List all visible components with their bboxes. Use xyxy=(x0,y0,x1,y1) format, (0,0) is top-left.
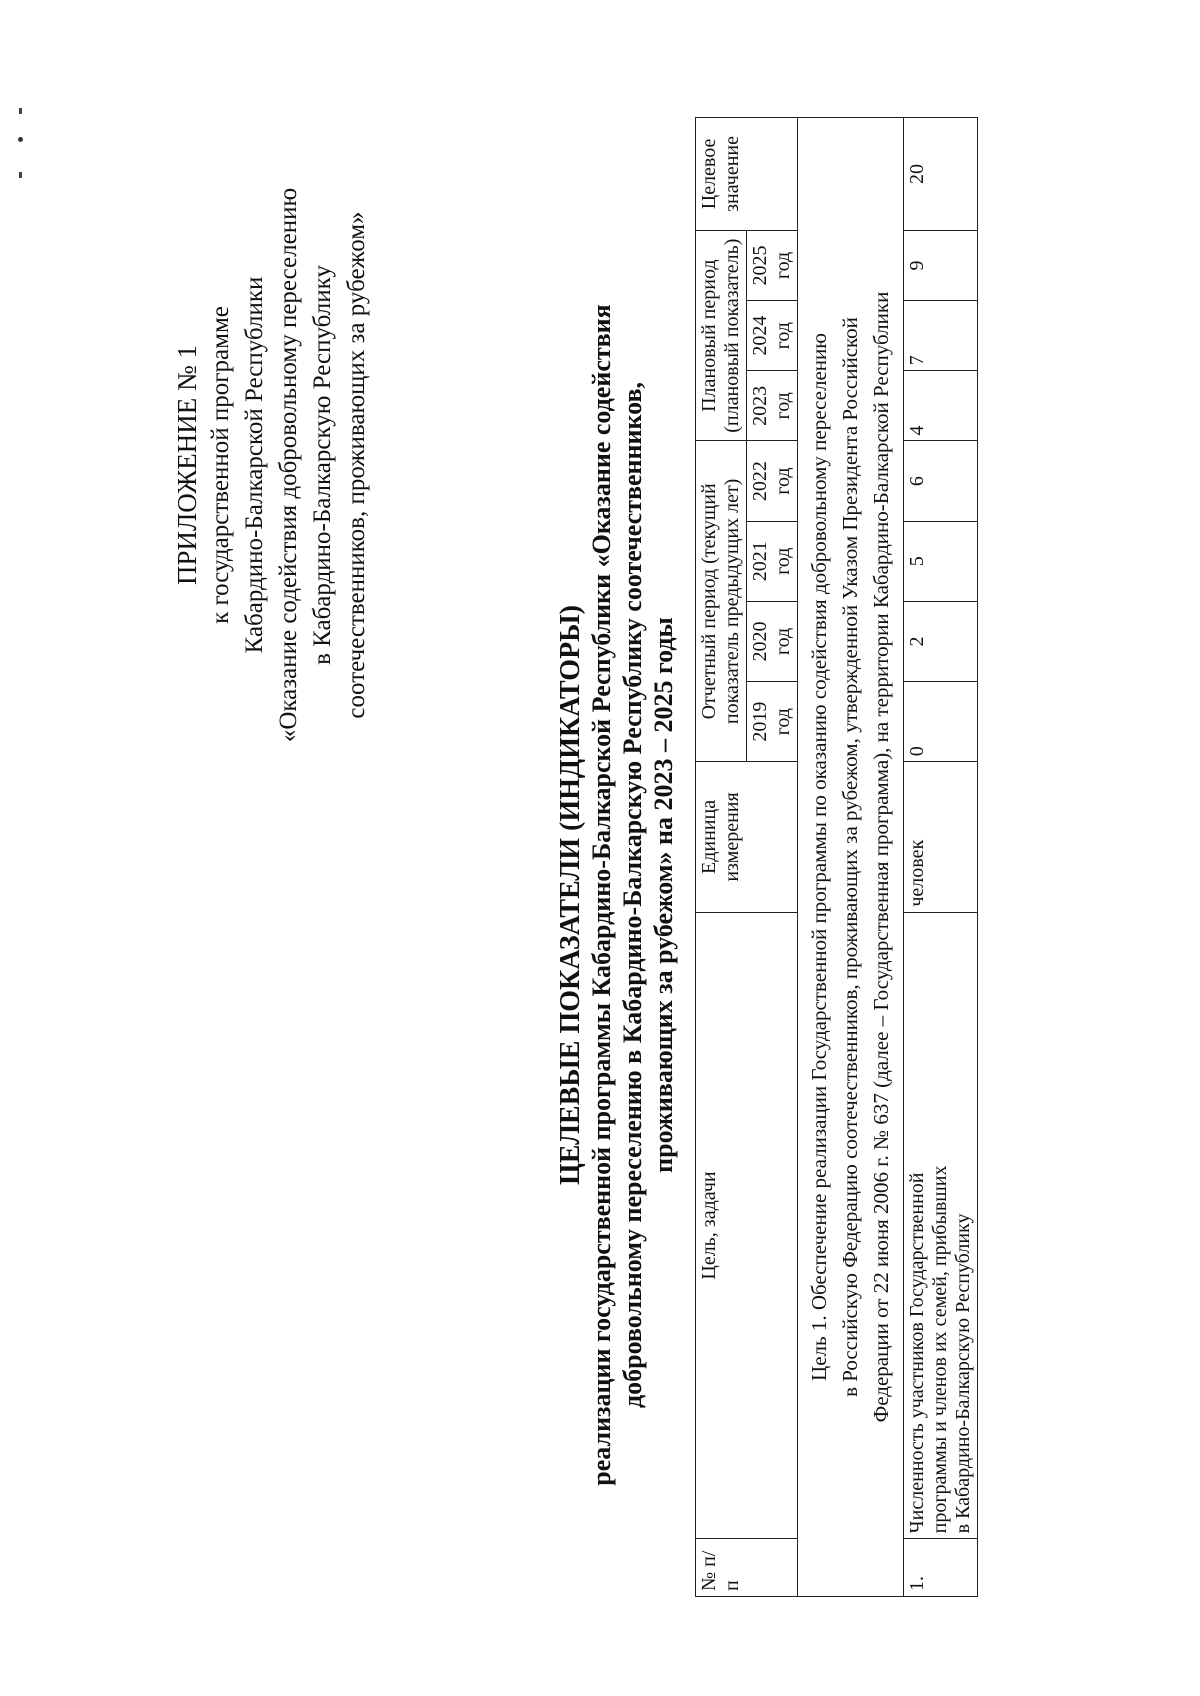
goal-text xyxy=(798,118,904,1597)
row-target: 20 xyxy=(904,118,978,231)
appendix-line: к государственной программе xyxy=(207,306,234,624)
header-planned-period: Плановый период (плановый показатель) xyxy=(696,230,747,441)
row-num: 1. xyxy=(904,1539,978,1597)
goal-line: в Российскую Федерацию соотечественников, проживающих за рубежом, утвержденной Указом Президента Российской xyxy=(838,317,862,1397)
goal-line: Цель 1. Обеспечение реализации Государственной программы по оказанию содействия добровольному переселению xyxy=(807,333,831,1381)
heading-line: реализации государственной программы Кабардино-Балкарской Республики «Оказание содействия xyxy=(587,304,616,1486)
row-value: 4 xyxy=(904,371,978,441)
appendix-line: Кабардино-Балкарской Республики xyxy=(241,276,268,654)
header-reporting-period: Отчетный период (текущий показатель предыдущих лет) xyxy=(696,441,747,762)
rotated-page xyxy=(15,25,1155,1665)
row-value: 7 xyxy=(904,301,978,371)
header-row xyxy=(696,118,747,1597)
indicators-table xyxy=(695,117,978,1597)
table-row xyxy=(904,118,978,1597)
year-cell: 2019 год xyxy=(747,682,798,762)
header-target: Целевое значение xyxy=(696,118,798,231)
row-value: 9 xyxy=(904,230,978,300)
document-heading xyxy=(555,245,679,1545)
appendix-line: соотечественников, проживающих за рубежом» xyxy=(343,211,370,719)
header-goal: Цель, задачи xyxy=(696,912,798,1539)
header-unit: Единица измерения xyxy=(696,762,798,912)
row-value: 0 xyxy=(904,682,978,762)
heading-line: добровольному переселению в Кабардино-Балкарскую Республику соотечественников, xyxy=(618,381,647,1409)
year-cell: 2022 год xyxy=(747,441,798,521)
year-cell: 2021 год xyxy=(747,521,798,601)
goal-line: Федерации от 22 июня 2006 г. № 637 (далее – Государственная программа), на территории Кабардино-Балкарской Республики xyxy=(869,291,893,1423)
scan-marks xyxy=(15,100,27,180)
row-description: Численность участников Государственной программы и членов их семей, прибывших в Кабардино-Балкарскую Республику xyxy=(904,912,978,1539)
heading-line: проживающих за рубежом» на 2023 – 2025 годы xyxy=(649,617,678,1173)
appendix-line: в Кабардино-Балкарскую Республику xyxy=(309,265,336,665)
year-cell: 2024 год xyxy=(747,301,798,371)
row-unit: человек xyxy=(904,762,978,912)
header-num: № п/п xyxy=(696,1539,798,1597)
year-cell: 2023 год xyxy=(747,371,798,441)
row-value: 6 xyxy=(904,441,978,521)
row-value: 2 xyxy=(904,601,978,681)
goal-row xyxy=(798,118,904,1597)
heading-title: ЦЕЛЕВЫЕ ПОКАЗАТЕЛИ (ИНДИКАТОРЫ) xyxy=(555,605,586,1186)
year-cell: 2020 год xyxy=(747,601,798,681)
appendix-title: ПРИЛОЖЕНИЕ № 1 xyxy=(172,344,202,586)
year-cell: 2025 год xyxy=(747,230,798,300)
row-value: 5 xyxy=(904,521,978,601)
appendix-block xyxy=(170,145,374,785)
appendix-line: «Оказание содействия добровольному переселению xyxy=(275,187,302,743)
